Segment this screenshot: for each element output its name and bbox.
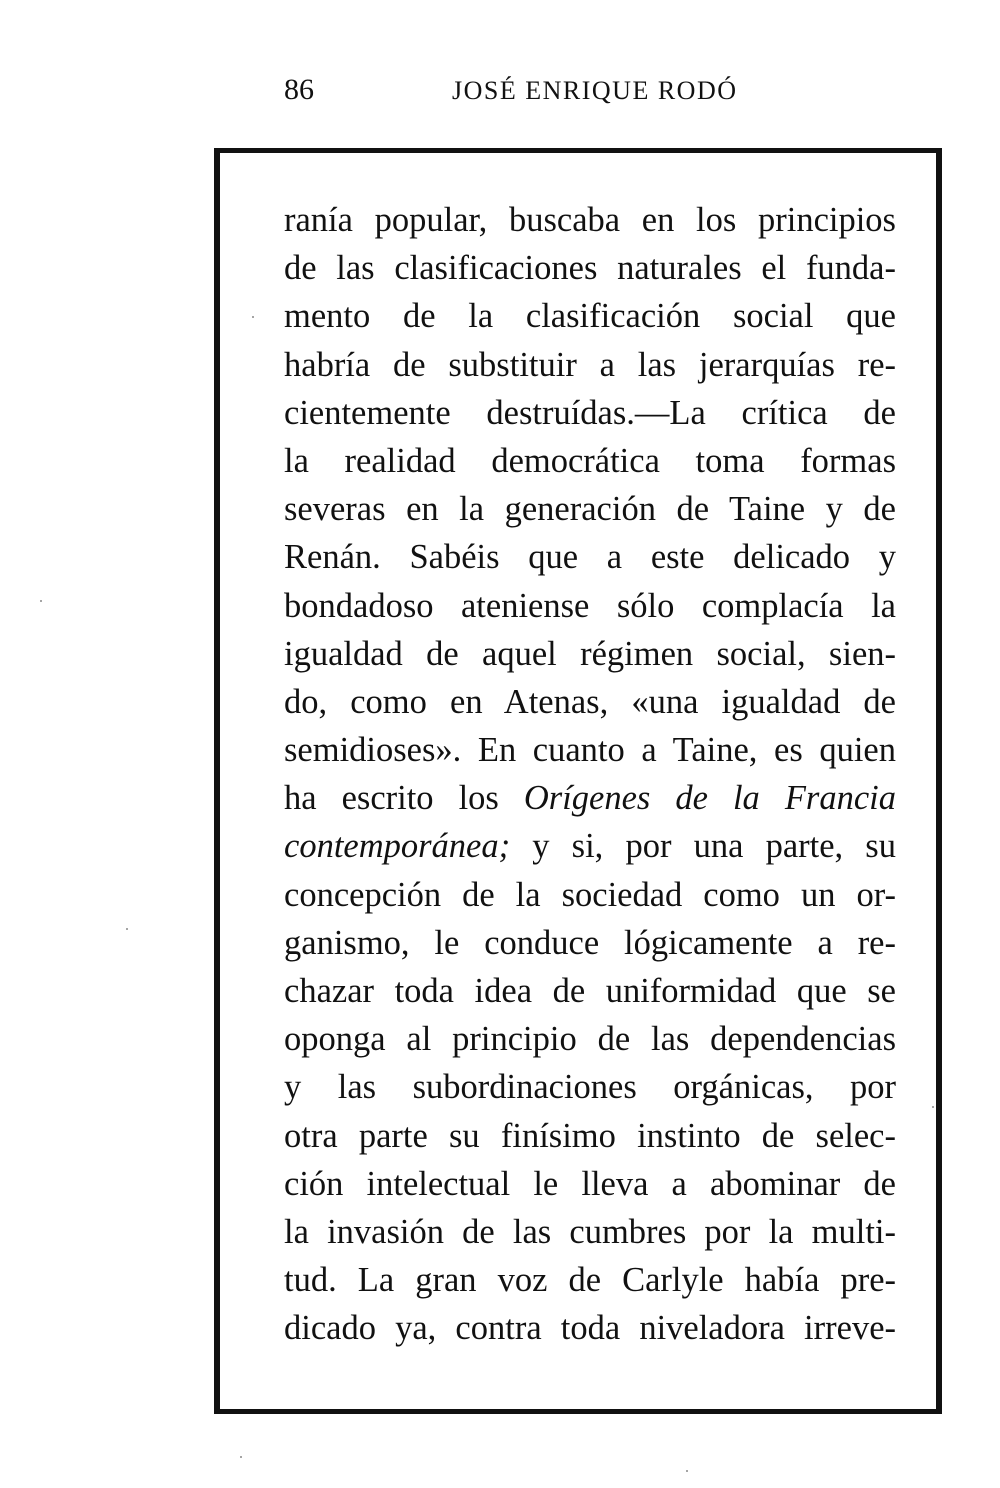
text-line: la realidad democrática toma formas [284,441,896,480]
text-line: y las subordinaciones orgánicas, por [284,1068,896,1107]
scan-speck [126,928,128,930]
text-line: dicado ya, contra toda niveladora irreve- [284,1309,896,1348]
text-line: mento de la clasificación social que [284,297,896,336]
text-line: severas en la generación de Taine y de [284,490,896,529]
running-head-author: JOSÉ ENRIQUE RODÓ [452,76,738,105]
scan-speck [40,600,42,602]
text-line: tud. La gran voz de Carlyle había pre- [284,1261,896,1300]
text-line [284,774,896,822]
text-line: ranía popular, buscaba en los principios [284,201,896,239]
page-number: 86 [284,73,314,106]
text-line: oponga al principio de las dependencias [284,1020,896,1059]
running-head [284,72,744,112]
text-line-suffix: y si, por una parte, su [510,827,896,866]
book-title-italic: Orígenes de la Francia [523,779,896,818]
text-line: Renán. Sabéis que a este delicado y [284,538,896,577]
text-line: bondadoso ateniense sólo complacía la [284,586,896,625]
text-line [284,822,896,870]
text-line-prefix: ha escrito los [284,779,524,818]
text-line: la invasión de las cumbres por la multi- [284,1212,896,1251]
text-line: semidioses». En cuanto a Taine, es quien [284,731,896,770]
text-line: cientemente destruídas.—La crítica de [284,393,896,432]
scan-speck [686,1470,688,1472]
text-line: ganismo, le conduce lógicamente a re- [284,923,896,962]
text-line: otra parte su finísimo instinto de selec- [284,1116,896,1155]
text-line: do, como en Atenas, «una igualdad de [284,682,896,721]
text-line: concepción de la sociedad como un or- [284,875,896,914]
scan-speck [932,1106,934,1108]
text-line: chazar toda idea de uniformidad que se [284,972,896,1010]
body-text [284,196,896,1353]
text-line: igualdad de aquel régimen social, sien- [284,634,896,673]
book-title-italic-continued: contemporánea; [284,827,511,866]
text-line: habría de substituir a las jerarquías re- [284,345,896,384]
scan-speck [240,1456,242,1458]
text-line: de las clasificaciones naturales el funda- [284,249,896,288]
scan-speck [252,316,254,318]
text-line: ción intelectual le lleva a abominar de [284,1164,896,1203]
